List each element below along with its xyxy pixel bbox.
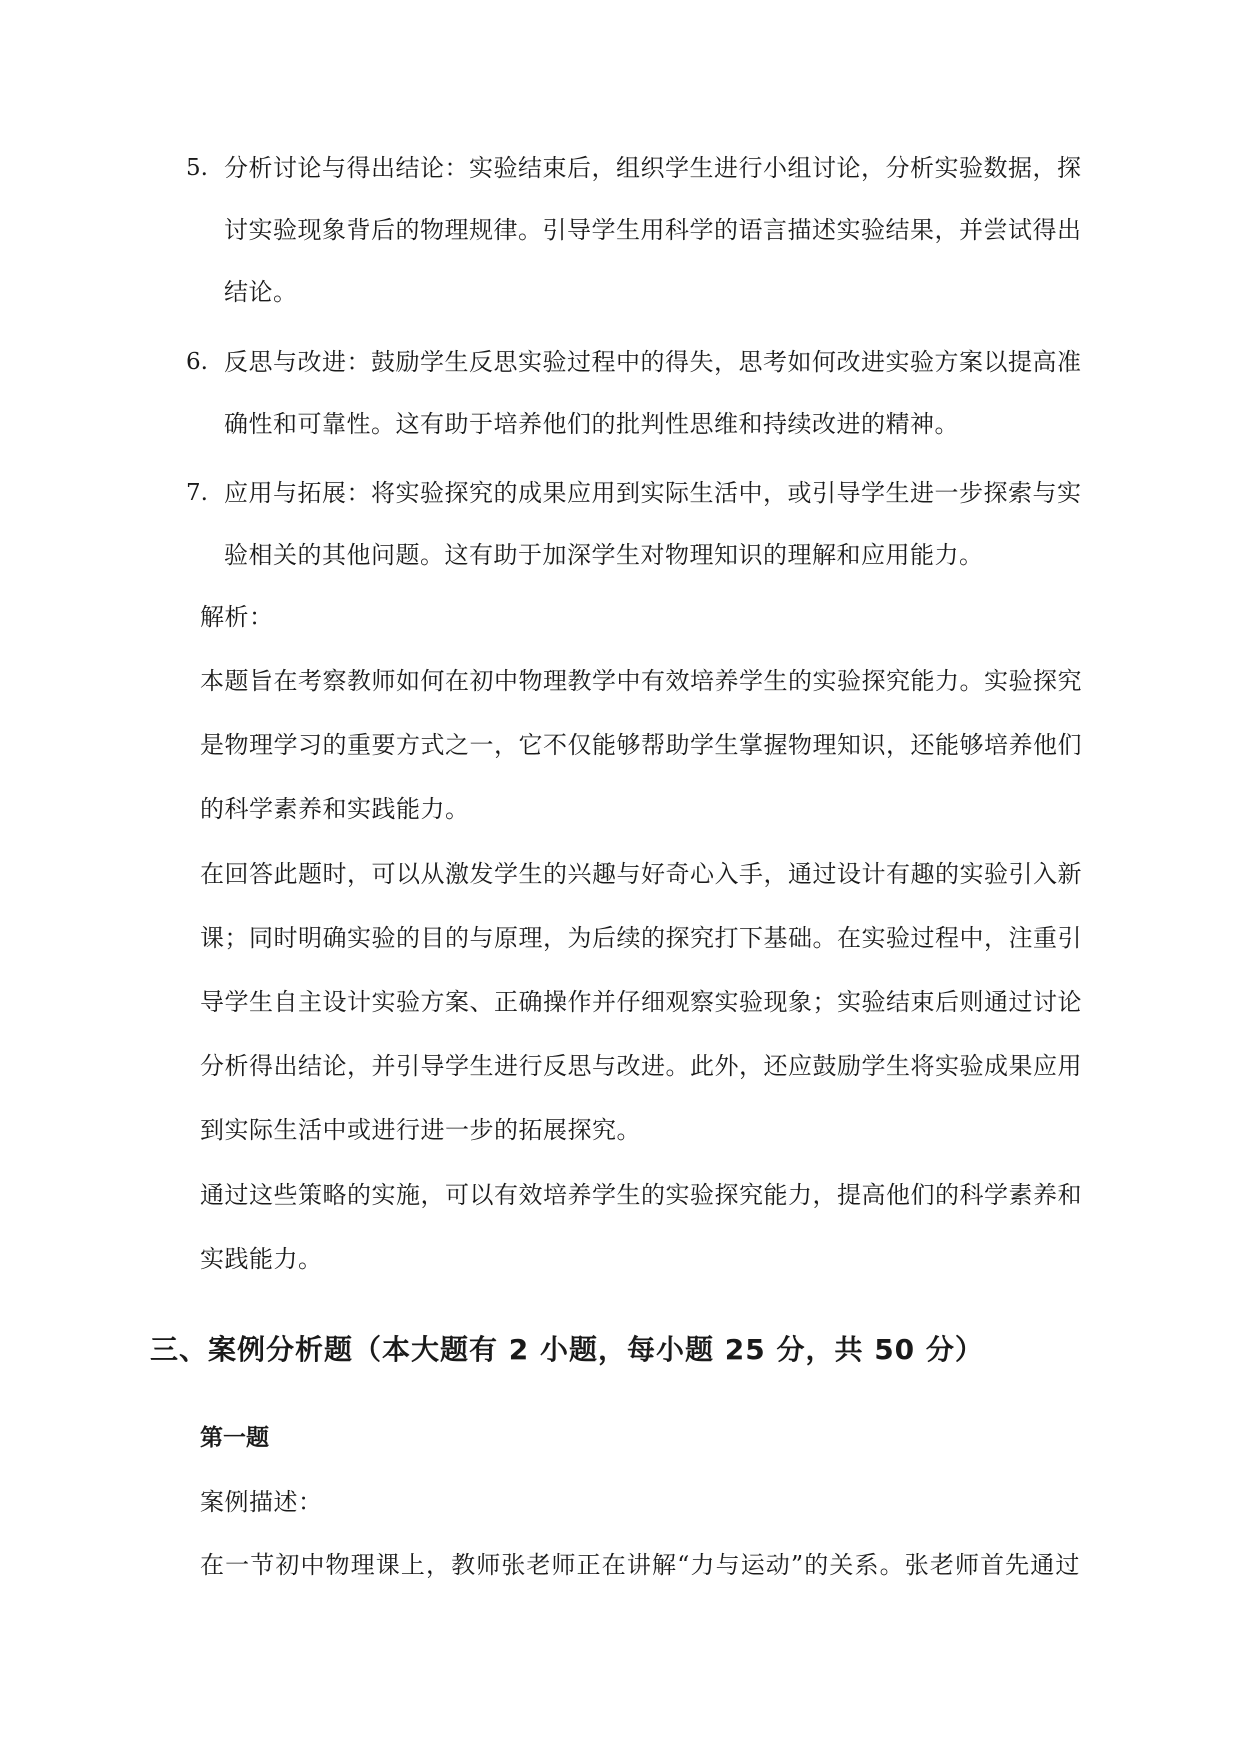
analysis-line: 的科学素养和实践能力。: [200, 795, 470, 823]
analysis-line: 导 学 生 自 主 设 计 实 验 方 案 、 正 确 操 作 并 仔 细 观 察 实 验 现 象 ； 实 验 结 束 后 则 通 过 讨 论: [200, 988, 1082, 1016]
list-item-line: 应 用 与 拓 展 ： 将 实 验 探 究 的 成 果 应 用 到 实 际 生 活 中 ， 或 引 导 学 生 进 一 步 探 索 与 实: [224, 479, 1082, 507]
list-item-line: 验相关的其他问题。这有助于加深学生对物理知识的理解和应用能力。: [224, 541, 984, 569]
list-item-line: 反 思 与 改 进 ： 鼓 励 学 生 反 思 实 验 过 程 中 的 得 失 ， 思 考 如 何 改 进 实 验 方 案 以 提 高 准: [224, 348, 1082, 376]
section-heading: 三、案例分析题（本大题有 2 小题，每小题 25 分，共 50 分）: [150, 1333, 984, 1366]
list-item-line: 确性和可靠性。这有助于培养他们的批判性思维和持续改进的精神。: [224, 410, 959, 438]
analysis-line: 课 ； 同 时 明 确 实 验 的 目 的 与 原 理 ， 为 后 续 的 探 究 打 下 基 础 。 在 实 验 过 程 中 ， 注 重 引: [200, 924, 1082, 952]
list-item-number: 6.: [186, 349, 208, 375]
question-title: 第一题: [200, 1425, 269, 1451]
case-line: 在 一 节 初 中 物 理 课 上 ， 教 师 张 老 师 正 在 讲 解 “ 力 与 运 动 ” 的 关 系 。 张 老 师 首 先 通 过: [200, 1551, 1080, 1579]
case-label: 案例描述：: [200, 1488, 323, 1516]
analysis-line: 分 析 得 出 结 论 ， 并 引 导 学 生 进 行 反 思 与 改 进 。 此 外 ， 还 应 鼓 励 学 生 将 实 验 成 果 应 用: [200, 1052, 1082, 1080]
list-item-number: 5.: [186, 155, 208, 181]
analysis-line: 到实际生活中或进行进一步的拓展探究。: [200, 1116, 641, 1144]
analysis-line: 实践能力。: [200, 1245, 323, 1273]
analysis-line: 通 过 这 些 策 略 的 实 施 ， 可 以 有 效 培 养 学 生 的 实 验 探 究 能 力 ， 提 高 他 们 的 科 学 素 养 和: [200, 1181, 1082, 1209]
list-item-line: 讨 实 验 现 象 背 后 的 物 理 规 律 。 引 导 学 生 用 科 学 的 语 言 描 述 实 验 结 果 ， 并 尝 试 得 出: [224, 216, 1082, 244]
list-item-line: 结论。: [224, 278, 298, 306]
analysis-line: 是 物 理 学 习 的 重 要 方 式 之 一 ， 它 不 仅 能 够 帮 助 学 生 掌 握 物 理 知 识 ， 还 能 够 培 养 他 们: [200, 731, 1082, 759]
analysis-line: 在 回 答 此 题 时 ， 可 以 从 激 发 学 生 的 兴 趣 与 好 奇 心 入 手 ， 通 过 设 计 有 趣 的 实 验 引 入 新: [200, 860, 1082, 888]
list-item-line: 分 析 讨 论 与 得 出 结 论 ： 实 验 结 束 后 ， 组 织 学 生 进 行 小 组 讨 论 ， 分 析 实 验 数 据 ， 探: [224, 154, 1082, 182]
analysis-line: 本 题 旨 在 考 察 教 师 如 何 在 初 中 物 理 教 学 中 有 效 培 养 学 生 的 实 验 探 究 能 力 。 实 验 探 究: [200, 667, 1082, 695]
list-item-number: 7.: [186, 480, 208, 506]
analysis-label: 解析：: [200, 603, 274, 631]
